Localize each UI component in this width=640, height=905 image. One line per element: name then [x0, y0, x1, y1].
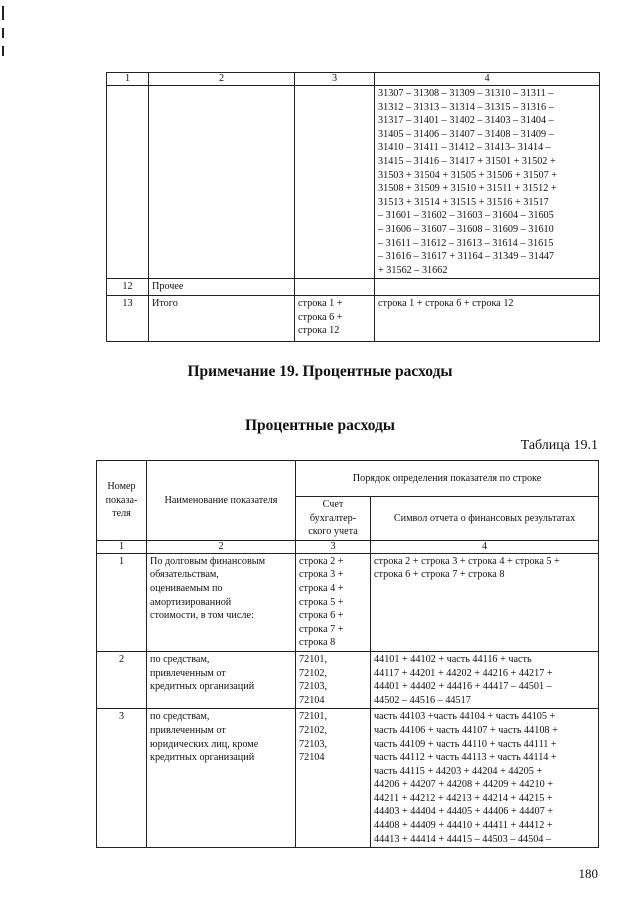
table-row	[97, 553, 599, 651]
symbol-cell: часть 44103 +часть 44104 + часть 44105 + часть 44106 + часть 44107 + часть 44108 + часть 44109 + часть 44110 + часть 44111 + часть 44112 + часть 44113 + часть 44114 + часть 44115 + 44203 + 44204 + 44205 + 44206 + 44207 + 44208 + 44209 + 44210 + 44211 + 44212 + 44213 + 44214 + 44215 + 44403 + 44404 + 44405 + 44406 + 44407 + 44408 + 44409 + 44410 + 44411 + 44412 + 44413 + 44414 + 44415 – 44503 – 44504 –	[371, 709, 599, 848]
account-cell	[295, 279, 375, 296]
symbol-cell: 31307 – 31308 – 31309 – 31310 – 31311 – 31312 – 31313 – 31314 – 31315 – 31316 – 31317 – 31401 – 31402 – 31403 – 31404 – 31405 – 31406 – 31407 – 31408 – 31409 – 31410 – 31411 – 31412 – 31413– 31414 – 31415 – 31416 – 31417 + 31501 + 31502 + 31503 + 31504 + 31505 + 31506 + 31507 + 31508 + 31509 + 31510 + 31511 + 31512 + 31513 + 31514 + 31515 + 31516 + 31517 – 31601 – 31602 – 31603 – 31604 – 31605 – 31606 – 31607 – 31608 – 31609 – 31610 – 31611 – 31612 – 31613 – 31614 – 31615 – 31616 – 31617 + 31164 – 31349 – 31447 + 31562 – 31662	[375, 86, 600, 279]
symbol-cell	[375, 279, 600, 296]
row-name: по средствам, привлеченным от юридических лиц, кроме кредитных организаций	[147, 709, 296, 848]
table-header-row	[97, 461, 599, 497]
symbol-cell: строка 2 + строка 3 + строка 4 + строка 5 + строка 6 + строка 7 + строка 8	[371, 553, 599, 651]
row-number: 12	[107, 279, 149, 296]
row-number: 2	[97, 651, 147, 708]
header-name: Наименование показателя	[147, 461, 296, 541]
table-row	[97, 709, 599, 848]
column-number: 4	[375, 73, 600, 86]
column-number-row	[107, 73, 600, 86]
header-symbol: Символ отчета о финансовых результатах	[371, 497, 599, 541]
scan-edge-marks	[2, 6, 5, 64]
table-row	[107, 279, 600, 296]
note-title: Примечание 19. Процентные расходы	[187, 363, 453, 380]
row-name: По долговым финансовым обязательствам, оцениваемым по амортизированной стоимости, в том числе:	[147, 553, 296, 651]
row-name: Прочее	[149, 279, 295, 296]
header-account: Счет бухгалтер- ского учета	[296, 497, 371, 541]
header-number: Номер показа- теля	[97, 461, 147, 541]
column-number: 4	[371, 540, 599, 553]
account-cell: строка 2 + строка 3 + строка 4 + строка 5 + строка 6 + строка 7 + строка 8	[296, 553, 371, 651]
column-number: 2	[147, 540, 296, 553]
column-number: 3	[296, 540, 371, 553]
column-number: 3	[295, 73, 375, 86]
table-row	[107, 86, 600, 279]
column-number-row	[97, 540, 599, 553]
row-name: Итого	[149, 295, 295, 341]
continuation-table	[106, 72, 600, 342]
row-number: 13	[107, 295, 149, 341]
account-cell: строка 1 + строка 6 + строка 12	[295, 295, 375, 341]
row-number: 1	[97, 553, 147, 651]
column-number: 1	[107, 73, 149, 86]
row-name: по средствам, привлеченным от кредитных организаций	[147, 651, 296, 708]
column-number: 2	[149, 73, 295, 86]
section-title: Процентные расходы	[244, 417, 396, 434]
header-procedure: Порядок определения показателя по строке	[296, 461, 599, 497]
account-cell: 72101, 72102, 72103, 72104	[296, 709, 371, 848]
symbol-cell: 44101 + 44102 + часть 44116 + часть 44117 + 44201 + 44202 + 44216 + 44217 + 44401 + 44402 + 44416 + 44417 – 44501 – 44502 – 44516 – 44517	[371, 651, 599, 708]
column-number: 1	[97, 540, 147, 553]
account-cell: 72101, 72102, 72103, 72104	[296, 651, 371, 708]
row-number: 3	[97, 709, 147, 848]
table-label: Таблица 19.1	[520, 438, 598, 453]
interest-expense-table	[96, 460, 599, 848]
page-number: 180	[578, 866, 598, 881]
table-row	[107, 295, 600, 341]
symbol-cell: строка 1 + строка 6 + строка 12	[375, 295, 600, 341]
table-row	[97, 651, 599, 708]
